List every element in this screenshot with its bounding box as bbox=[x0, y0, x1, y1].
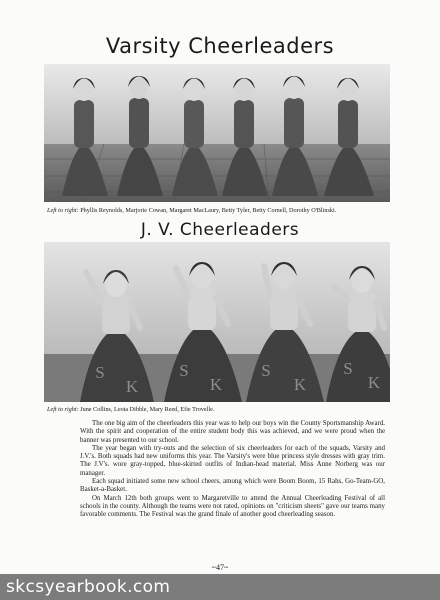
skirt-letter: K bbox=[293, 375, 307, 394]
jv-caption-lead: Left to right: bbox=[47, 406, 79, 413]
skirt-letter: S bbox=[261, 361, 271, 380]
article-paragraph: The one big aim of the cheerleaders this year was to help our boys win the County Sportsmanship Award. With the spirit and cooperation of the entire student body this was achieved, and we were proud when the banner was presented to our school. bbox=[80, 420, 385, 444]
varsity-title: Varsity Cheerleaders bbox=[105, 34, 335, 58]
jv-title: J. V. Cheerleaders bbox=[140, 220, 300, 240]
page-number: ~47~ bbox=[211, 563, 229, 572]
skirt-letter: S bbox=[179, 361, 189, 380]
skirt-letter: S bbox=[343, 359, 353, 378]
varsity-caption-names: Phyllis Reynolds, Marjorie Cowan, Margaret MacLaury, Betty Tyler, Betty Cornell, Dorothy O'Blinski. bbox=[80, 207, 337, 214]
varsity-caption bbox=[47, 207, 336, 214]
skirt-letter: K bbox=[209, 375, 223, 394]
varsity-photo bbox=[44, 64, 390, 202]
watermark-bar bbox=[0, 574, 440, 600]
skirt-letter: S bbox=[95, 363, 105, 382]
jv-caption-names: June Collins, Leota Dibble, Mary Reed, Efie Trovelle. bbox=[80, 406, 215, 413]
article-body bbox=[80, 420, 385, 520]
article-paragraph: The year began with try-outs and the selection of six cheerleaders for each of the squads, Varsity and J.V.'s. Both squads had new uniforms this year. The Varsity's were blue princess style dresses with gray trim. The J.V's. wore gray-topped, blue-skirted outfits of Indian-head material. Miss Anne Norberg was our manager. bbox=[80, 444, 385, 477]
jv-photo bbox=[44, 242, 390, 402]
skirt-letter: K bbox=[367, 373, 381, 392]
article-paragraph: Each squad initiated some new school cheers, among which were Boom Boom, 15 Rahs, Go-Team-GO, Basket-a-Basket. bbox=[80, 478, 385, 494]
skirt-letter: K bbox=[125, 377, 139, 396]
watermark-text: skcsyearbook.com bbox=[6, 577, 171, 597]
jv-caption bbox=[47, 406, 214, 413]
varsity-caption-lead: Left to right: bbox=[47, 207, 79, 214]
article-paragraph: On March 12th both groups went to Margaretville to attend the Annual Cheerleading Festival of all schools in the county. Although the teams were not rated, opinions on "criticism sheets" gave our teams many favorable comments. The Festival was the grand finale of another good cheerleading season. bbox=[80, 494, 385, 519]
